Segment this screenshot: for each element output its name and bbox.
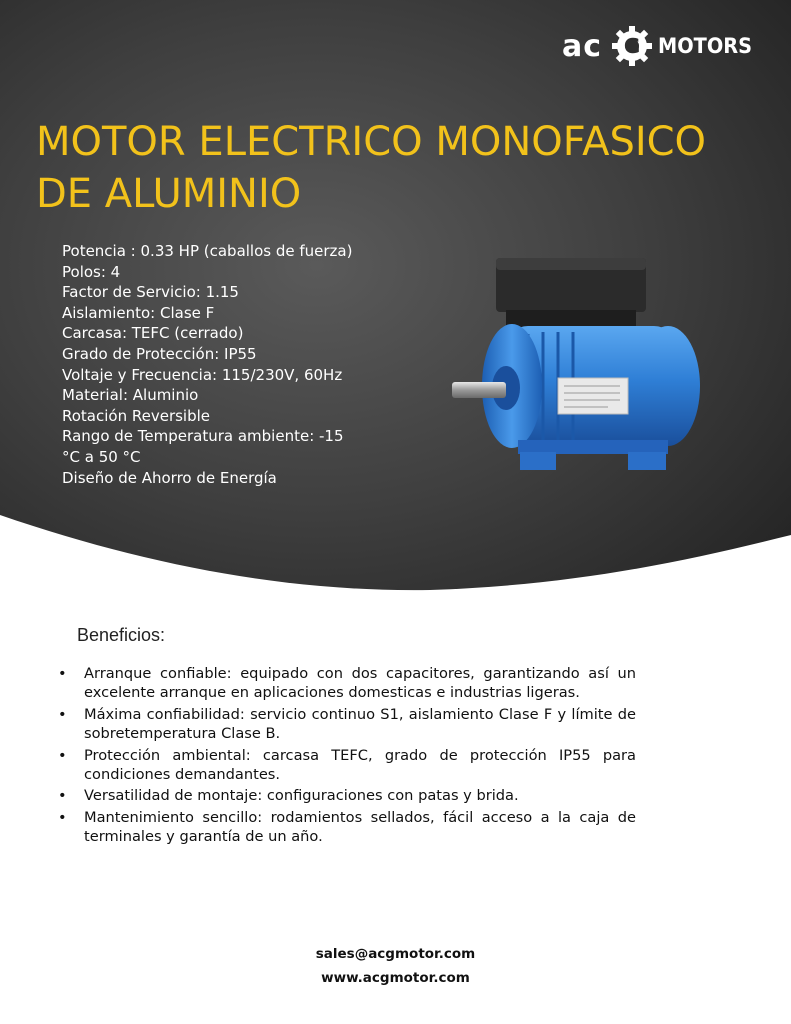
logo-motors-text: MOTORS [658, 34, 753, 58]
spec-item: Carcasa: TEFC (cerrado) [62, 324, 244, 343]
benefit-text: Protección ambiental: carcasa TEFC, grado de protección IP55 para condiciones demandantes. [84, 746, 636, 784]
bullet-icon: • [58, 705, 67, 723]
title-line-2: DE ALUMINIO [36, 171, 302, 217]
page-title [36, 116, 766, 220]
spec-item: Polos: 4 [62, 262, 121, 281]
list-item [58, 705, 636, 744]
list-item [58, 808, 636, 847]
contact-email[interactable]: sales@acgmotor.com [315, 946, 476, 962]
benefit-text: Arranque confiable: equipado con dos capacitores, garantizando así un excelente arranque en aplicaciones domesticas e industrias ligeras. [84, 665, 636, 702]
benefits-list [58, 664, 636, 849]
bullet-icon: • [58, 665, 67, 682]
spec-item: Grado de Protección: IP55 [62, 344, 257, 363]
brand-logo [562, 18, 760, 74]
benefit-text: Versatilidad de montaje: configuraciones con patas y brida. [84, 787, 519, 805]
bullet-icon: • [58, 746, 67, 764]
benefit-text: Mantenimiento sencillo: rodamientos sellados, fácil acceso a la caja de terminales y garantía de un año. [84, 808, 636, 846]
list-item [58, 786, 636, 805]
bullet-icon: • [58, 808, 67, 826]
gear-icon [612, 26, 652, 66]
spec-item: Material: Aluminio [62, 386, 199, 405]
benefits-heading: Beneficios: [77, 625, 166, 645]
spec-item: Rotación Reversible [62, 406, 211, 425]
spec-item: Potencia : 0.33 HP (caballos de fuerza) [62, 242, 353, 260]
logo-ac-text: ac [562, 28, 603, 64]
spec-item: Factor de Servicio: 1.15 [62, 283, 239, 302]
spec-list [62, 241, 362, 488]
title-line-1: MOTOR ELECTRICO MONOFASICO [36, 119, 707, 165]
motor-image [448, 254, 710, 476]
spec-item: Rango de Temperatura ambiente: -15 °C a 50 °C [62, 427, 344, 466]
logo-g-letter: G [623, 34, 641, 58]
bullet-icon: • [58, 787, 67, 805]
contact-website[interactable]: www.acgmotor.com [321, 970, 470, 986]
spec-item: Voltaje y Frecuencia: 115/230V, 60Hz [62, 365, 343, 384]
list-item [58, 746, 636, 785]
spec-item: Diseño de Ahorro de Energía [62, 468, 277, 487]
list-item [58, 664, 636, 703]
benefit-text: Máxima confiabilidad: servicio continuo S1, aislamiento Clase F y límite de sobretemperatura Clase B. [84, 705, 636, 743]
spec-item: Aislamiento: Clase F [62, 303, 215, 322]
